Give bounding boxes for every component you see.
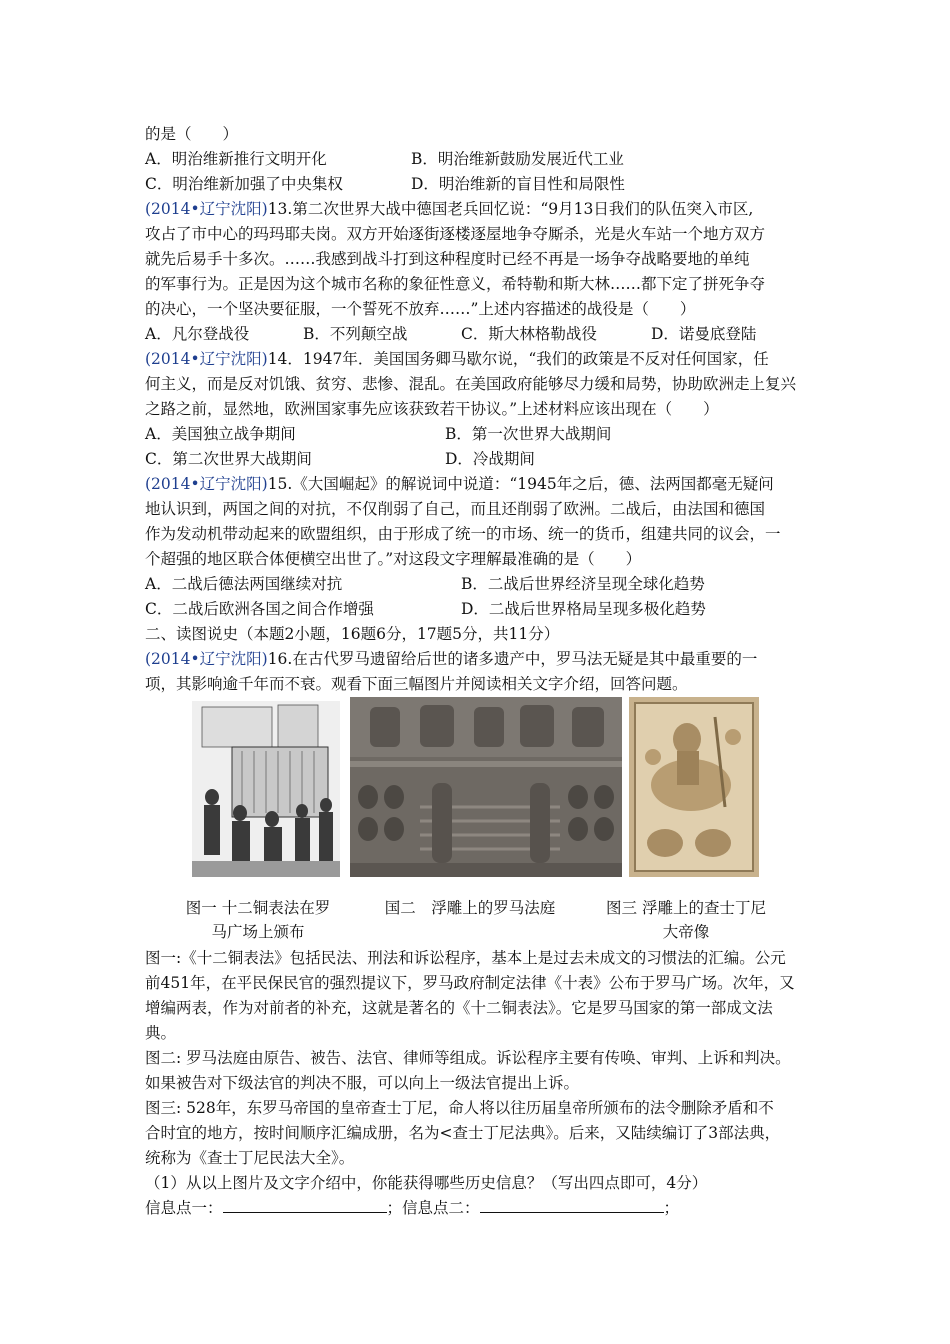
q14-text: 14．1947年．美国国务卿马歇尔说，“我们的政策是不反对任何国家，任 [267, 350, 769, 368]
info-point-2-label: 信息点二： [402, 1199, 480, 1217]
q13-line-2: 攻占了市中心的玛玛耶夫岗。双方开始逐街逐楼逐屋地争夺厮杀，光是火车站一个地方双方 [145, 225, 766, 243]
q15-options-row-2 [145, 597, 815, 621]
desc-line: 增编两表，作为对前者的补充，这就是著名的《十二铜表法》。它是罗马国家的第一部成文法 [145, 999, 773, 1017]
desc-line: 图一:《十二铜表法》包括民法、刑法和诉讼程序，基本上是过去未成文的习惯法的汇编。公元 [145, 949, 786, 967]
q15-line-1 [145, 472, 774, 496]
caption-line: 图三 浮雕上的查士丁尼 [606, 899, 766, 917]
q14-options-row-2 [145, 447, 815, 471]
sub-question-1: （1）从以上图片及文字介绍中，你能获得哪些历史信息？（写出四点即可，4分） [145, 1174, 708, 1192]
figure-1-twelve-tables-engraving [192, 701, 340, 877]
option-b: B．二战后世界经济呈现全球化趋势 [461, 575, 705, 593]
info-point-2-blank[interactable] [480, 1196, 664, 1213]
figure-2-roman-court-relief [350, 697, 622, 877]
desc-line: 合时宜的地方，按时间顺序汇编成册，名为<查士丁尼法典》。后来，又陆续编订了3部法典， [145, 1124, 781, 1142]
q16-text: 16.在古代罗马遗留给后世的诸多遗产中，罗马法无疑是其中最重要的一 [267, 650, 758, 668]
caption-line: 图一 十二铜表法在罗 [185, 899, 331, 917]
q13-text: 13.第二次世界大战中德国老兵回忆说：“9月13日我们的队伍突入市区, [267, 200, 754, 218]
option-c: C．明治维新加强了中央集权 [145, 175, 343, 193]
separator: ； [386, 1199, 403, 1217]
figure-3-caption [596, 896, 776, 944]
option-c: C．斯大林格勒战役 [461, 325, 597, 343]
q14-options-row-1 [145, 422, 815, 446]
answer-line [145, 1196, 679, 1220]
q13-line-3: 就先后易手十多次。……我感到战斗打到这种程度时已经不再是一场争夺战略要地的单纯 [145, 250, 750, 268]
desc-line: 前451年，在平民保民官的强烈提议下，罗马政府制定法律《十表》公布于罗马广场。次年，又 [145, 974, 795, 992]
q16-line-2: 项，其影响逾千年而不衰。观看下面三幅图片并阅读相关文字介绍，回答问题。 [145, 675, 688, 693]
q13-options [145, 322, 815, 346]
q15-options-row-1 [145, 572, 815, 596]
caption-line: 国二 浮雕上的罗马法庭 [384, 899, 556, 917]
q12-tail: 的是（ ） [145, 125, 239, 143]
source-tag: (2014•辽宁沈阳) [145, 475, 268, 493]
q14-line-3: 之路之前，显然地，欧洲国家事先应该获致若干协议。”上述材料应该出现在（ ） [145, 400, 719, 418]
option-d: D．诺曼底登陆 [651, 325, 757, 343]
info-point-1-label: 信息点一： [145, 1199, 223, 1217]
q15-line-2: 地认识到，两国之间的对抗，不仅削弱了自己，而且还削弱了欧洲。二战后，由法国和德国 [145, 500, 766, 518]
caption-line: 马广场上颁布 [211, 923, 305, 941]
desc-line: 如果被告对下级法官的判决不服，可以向上一级法官提出上诉。 [145, 1074, 580, 1092]
source-tag: (2014•辽宁沈阳) [145, 200, 268, 218]
option-c: C．二战后欧洲各国之间合作增强 [145, 600, 374, 618]
caption-line: 大帝像 [662, 923, 710, 941]
q12-options-row-2 [145, 172, 815, 196]
figure-1-caption [176, 896, 340, 944]
q13-line-4: 的军事行为。正是因为这个城市名称的象征性意义，希特勒和斯大林……都下定了拼死争夺 [145, 275, 766, 293]
figure-2-caption [370, 896, 570, 920]
q15-line-3: 作为发动机带动起来的欧盟组织，由于形成了统一的市场、统一的货币，组建共同的议会，一 [145, 525, 781, 543]
q14-line-1 [145, 347, 769, 371]
desc-line: 图二: 罗马法庭由原告、被告、法官、律师等组成。诉讼程序主要有传唤、审判、上诉和判决。 [145, 1049, 791, 1067]
option-b: B．不列颠空战 [303, 325, 408, 343]
option-d: D．二战后世界格局呈现多极化趋势 [461, 600, 706, 618]
info-point-1-blank[interactable] [223, 1196, 387, 1213]
option-c: C．第二次世界大战期间 [145, 450, 312, 468]
desc-line: 图三: 528年，东罗马帝国的皇帝查士丁尼，命人将以往历届皇帝所颁布的法令删除矛盾和不 [145, 1099, 774, 1117]
q16-line-1 [145, 647, 757, 671]
option-d: D．明治维新的盲目性和局限性 [411, 175, 625, 193]
source-tag: (2014•辽宁沈阳) [145, 350, 268, 368]
option-a: A．美国独立战争期间 [145, 425, 296, 443]
q15-line-4: 个超强的地区联合体便横空出世了。”对这段文字理解最准确的是（ ） [145, 550, 642, 568]
option-a: A．凡尔登战役 [145, 325, 250, 343]
option-a: A．二战后德法两国继续对抗 [145, 575, 343, 593]
desc-line: 典。 [145, 1024, 177, 1042]
q14-line-2: 何主义，而是反对饥饿、贫穷、悲惨、混乱。在美国政府能够尽力缓和局势，协助欧洲走上复兴 [145, 375, 797, 393]
q15-text: 15.《大国崛起》的解说词中说道：“1945年之后，德、法两国都毫无疑问 [267, 475, 774, 493]
option-b: B．明治维新鼓励发展近代工业 [411, 150, 624, 168]
desc-line: 统称为《查士丁尼民法大全》。 [145, 1149, 355, 1167]
option-b: B．第一次世界大战期间 [445, 425, 612, 443]
q13-line-1 [145, 197, 753, 221]
separator: ； [663, 1199, 680, 1217]
figure-3-justinian-ivory-relief [629, 697, 759, 877]
option-d: D．冷战期间 [445, 450, 535, 468]
section-heading: 二、读图说史（本题2小题，16题6分，17题5分，共11分） [145, 625, 560, 643]
source-tag: (2014•辽宁沈阳) [145, 650, 268, 668]
option-a: A．明治维新推行文明开化 [145, 150, 327, 168]
q13-line-5: 的决心，一个坚决要征服，一个誓死不放弃……”上述内容描述的战役是（ ） [145, 300, 696, 318]
q12-options-row-1 [145, 147, 815, 171]
